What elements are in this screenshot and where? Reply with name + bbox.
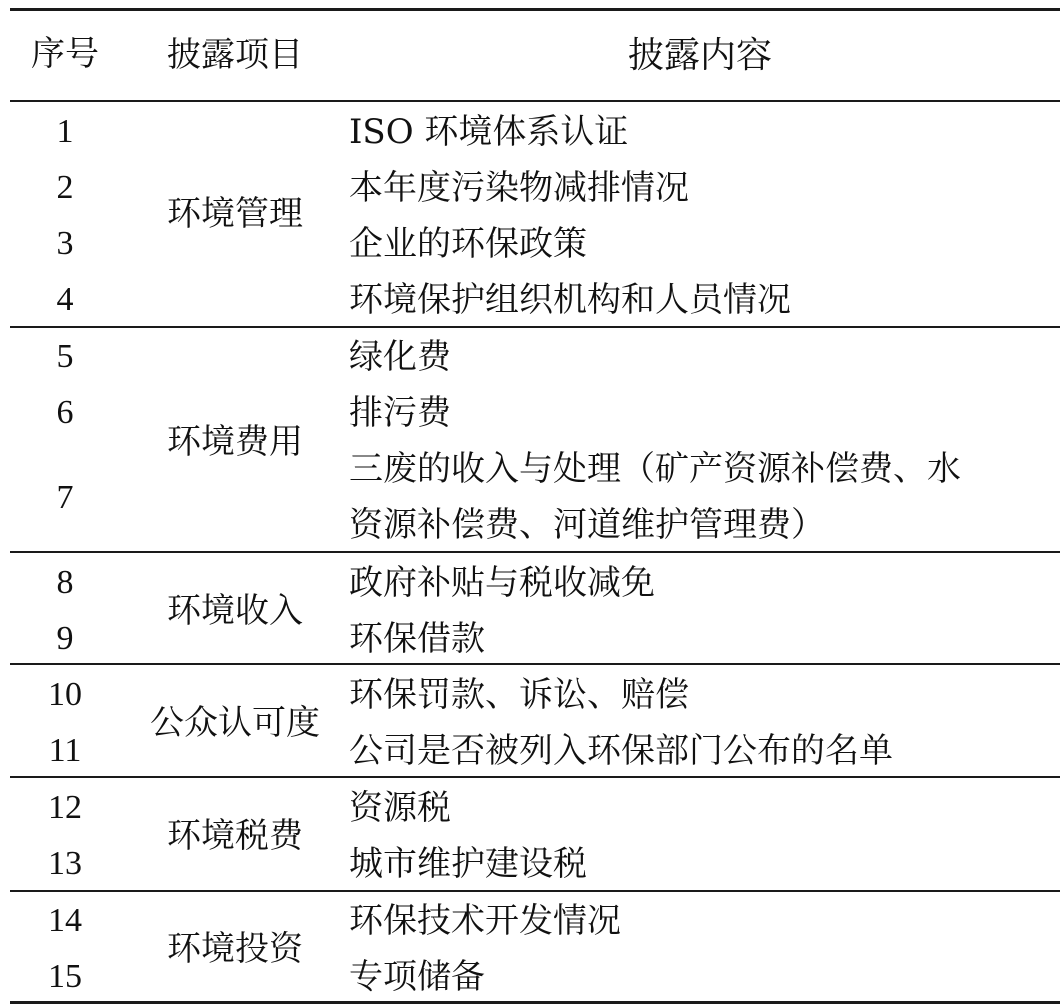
group-divider (10, 326, 1060, 328)
category-label: 环境投资 (167, 929, 303, 969)
header-content: 披露内容 (627, 35, 772, 76)
row-number: 1 (56, 113, 74, 150)
row-content: 城市维护建设税 (349, 844, 587, 884)
header-index: 序号 (31, 36, 99, 73)
row-number: 10 (48, 676, 82, 713)
row-number: 15 (48, 958, 82, 995)
category-label: 环境税费 (167, 816, 303, 856)
row-content-continued: 资源补偿费、河道维护管理费） (349, 505, 825, 545)
group-divider (10, 890, 1060, 892)
row-content: 本年度污染物减排情况 (349, 168, 689, 208)
category-label: 环境费用 (167, 422, 303, 462)
row-content: 排污费 (349, 393, 451, 433)
row-number: 11 (48, 732, 82, 769)
group-divider (10, 663, 1060, 665)
row-number: 13 (48, 845, 82, 882)
top-rule (10, 8, 1060, 11)
row-content: 专项储备 (349, 957, 485, 997)
category-label: 环境管理 (167, 194, 303, 234)
row-content: 环保借款 (349, 619, 485, 659)
group-divider (10, 551, 1060, 553)
row-content: 绿化费 (349, 337, 451, 377)
row-content: 环保罚款、诉讼、赔偿 (349, 675, 689, 715)
row-content: 环境保护组织机构和人员情况 (349, 280, 791, 320)
row-number: 6 (56, 394, 74, 431)
header-rule (10, 100, 1060, 102)
category-label: 环境收入 (167, 591, 303, 631)
row-number: 7 (56, 479, 74, 516)
row-number: 5 (56, 338, 74, 375)
row-content: ISO 环境体系认证 (349, 112, 629, 152)
row-number: 4 (56, 281, 74, 318)
group-divider (10, 776, 1060, 778)
bottom-rule (10, 1001, 1060, 1004)
row-content: 资源税 (349, 788, 451, 828)
row-number: 12 (48, 789, 82, 826)
row-number: 9 (56, 620, 74, 657)
row-number: 8 (56, 564, 74, 601)
row-content: 政府补贴与税收减免 (349, 563, 655, 603)
row-content: 环保技术开发情况 (349, 901, 621, 941)
header-item: 披露项目 (167, 35, 303, 75)
row-content: 企业的环保政策 (349, 224, 587, 264)
category-label: 公众认可度 (150, 703, 320, 743)
row-content: 三废的收入与处理（矿产资源补偿费、水 (349, 449, 961, 489)
row-number: 14 (48, 902, 82, 939)
row-number: 3 (56, 225, 74, 262)
row-number: 2 (56, 169, 74, 206)
row-content: 公司是否被列入环保部门公布的名单 (349, 731, 893, 771)
